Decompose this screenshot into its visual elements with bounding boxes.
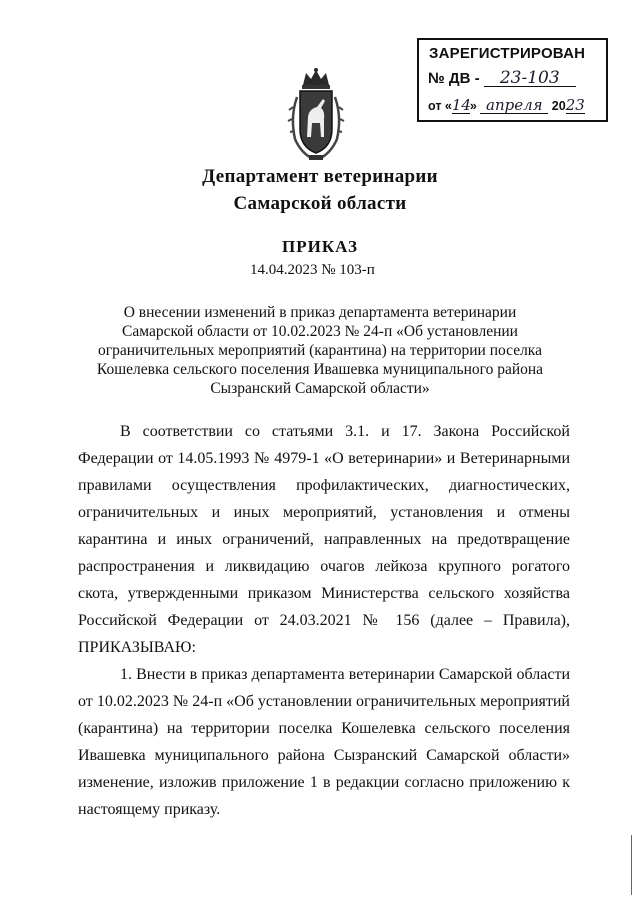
stamp-date-row <box>428 97 585 114</box>
stamp-title: ЗАРЕГИСТРИРОВАН <box>429 45 586 62</box>
stamp-year-prefix: 20 <box>551 99 566 113</box>
department-name-line2: Самарской области <box>233 193 407 214</box>
stamp-number-row <box>428 70 576 87</box>
stamp-number-handwritten: 23-103 <box>484 70 576 87</box>
samara-coat-of-arms-icon <box>287 67 345 163</box>
document-body <box>78 418 570 823</box>
document-date-number: 14.04.2023 № 103-п <box>250 262 375 278</box>
document-type-title: ПРИКАЗ <box>282 237 358 256</box>
body-paragraph-1: В соответствии со статьями 3.1. и 17. Закона Российской Федерации от 14.05.1993 № 4979-1 «О ветеринарии» и Ветеринарными правилами осуществления профилактических, диагностических, ограничительных и иных мероприятий, установления и отмены карантина и иных ограничений, направленных на предотвращение распространения и ликвидацию очагов лейкоза крупного рогатого скота, утвержденными приказом Министерства сельского хозяйства Российской Федерации от 24.03.2021 № 156 (далее – Правила), ПРИКАЗЫВАЮ: <box>78 423 570 656</box>
registration-stamp <box>417 38 608 122</box>
stamp-year-handwritten: 23 <box>565 96 585 114</box>
scan-edge-line <box>631 835 632 895</box>
stamp-number-prefix: № ДВ - <box>428 70 480 87</box>
stamp-day-handwritten: 14 <box>451 96 471 114</box>
document-subject: О внесении изменений в приказ департамента ветеринарии Самарской области от 10.02.2023 № 24-п «Об установлении ограничительных мероприятий (карантина) на территории поселка Кошелевка сельского поселения Ивашевка муниципального района Сызранский Самарской области» <box>96 304 544 397</box>
stamp-date-mid: » <box>469 99 477 113</box>
department-name-line1: Департамент ветеринарии <box>202 166 438 187</box>
stamp-date-prefix: от « <box>428 99 452 113</box>
stamp-month-handwritten: апреля <box>480 97 548 114</box>
body-paragraph-2: 1. Внести в приказ департамента ветеринарии Самарской области от 10.02.2023 № 24-п «Об установлении ограничительных мероприятий (карантина) на территории поселка Кошелевка сельского поселения Ивашевка муниципального района Сызранский Самарской области» изменение, изложив приложение 1 в редакции согласно приложению к настоящему приказу. <box>78 666 570 818</box>
